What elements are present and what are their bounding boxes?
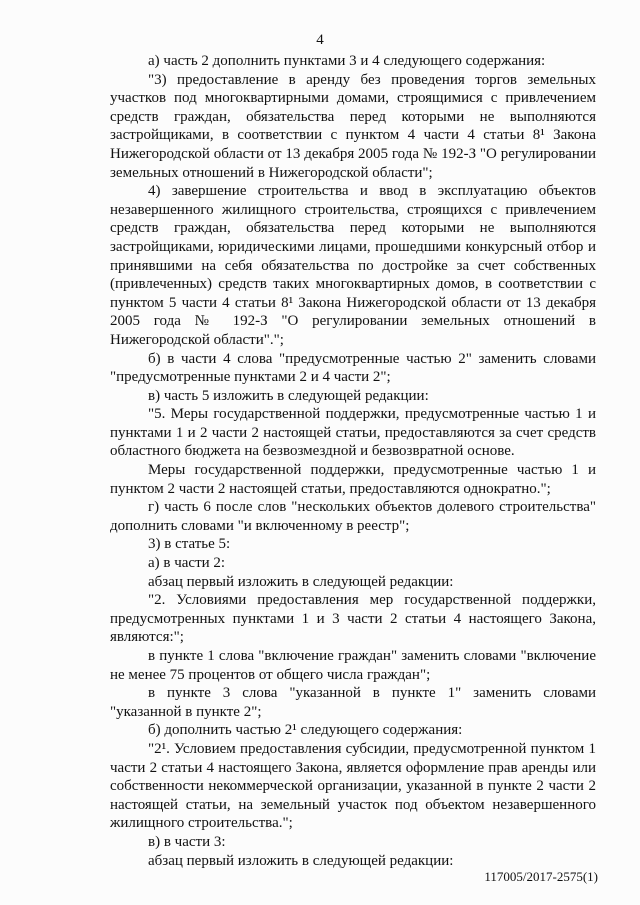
- page-number: 4: [316, 32, 324, 48]
- document-body: [110, 52, 596, 870]
- paragraph: а) в части 2:: [148, 555, 226, 572]
- paragraph: в) в части 3:: [148, 833, 226, 850]
- paragraph: 3) в статье 5:: [148, 536, 231, 553]
- paragraph: б) дополнить частью 2¹ следующего содержания:: [148, 722, 463, 739]
- paragraph: в пункте 1 слова "включение граждан" заменить словами "включение не менее 75 процентов от общего числа граждан";: [110, 648, 596, 683]
- paragraph: 4) завершение строительства и ввод в эксплуатацию объектов незавершенного жилищного строительства, строящихся с привлечением средств граждан, обязательства перед которыми не выполняются застройщиками, юридическими лицами, прошедшими конкурсный отбор и принявшими на себя обязательства по достройке за счет собственных (привлеченных) средств таких многоквартирных домов, в соответствии с пунктом 5 части 4 статьи 8¹ Закона Нижегородской области от 13 декабря 2005 года № 192-З "О регулировании земельных отношений в Нижегородской области".";: [110, 183, 596, 348]
- paragraph: б) в части 4 слова "предусмотренные частью 2" заменить словами "предусмотренные пунктами 2 и 4 части 2";: [110, 350, 596, 386]
- paragraph: а) часть 2 дополнить пунктами 3 и 4 следующего содержания:: [148, 53, 546, 69]
- document-code: 117005/2017-2575(1): [484, 869, 598, 884]
- paragraph: в) часть 5 изложить в следующей редакции:: [148, 387, 429, 404]
- paragraph: "3) предоставление в аренду без проведения торгов земельных участков под многоквартирными домами, строящимися с привлечением средств граждан, обязательства перед которыми не выполняются застройщиками, в соответствии с пунктом 4 части 4 статьи 8¹ Закона Нижегородской области от 13 декабря 2005 года № 192-З "О регулировании земельных отношений в Нижегородской области";: [110, 71, 596, 181]
- paragraph: Меры государственной поддержки, предусмотренные частью 1 и пунктом 2 части 2 настоящей статьи, предоставляются однократно.";: [110, 462, 596, 497]
- paragraph: в пункте 3 слова "указанной в пункте 1" заменить словами "указанной в пункте 2";: [110, 685, 596, 720]
- paragraph: абзац первый изложить в следующей редакции:: [148, 573, 454, 590]
- paragraph: абзац первый изложить в следующей редакции:: [148, 852, 454, 869]
- paragraph: г) часть 6 после слов "нескольких объектов долевого строительства" дополнить словами "и включенному в реестр";: [110, 499, 596, 534]
- paragraph: "2. Условиями предоставления мер государственной поддержки, предусмотренных пунктами 1 и 3 части 2 статьи 4 настоящего Закона, являются:";: [110, 592, 596, 646]
- paragraph: "5. Меры государственной поддержки, предусмотренные частью 1 и пунктами 1 и 2 части 2 настоящей статьи, предоставляются за счет средств областного бюджета на безвозмездной и безвозвратной основе.: [110, 406, 596, 460]
- paragraph: "2¹. Условием предоставления субсидии, предусмотренной пунктом 1 части 2 статьи 4 настоящего Закона, является оформление прав аренды или собственности некоммерческой организации, указанной в пункте 2 части 2 настоящей статьи, на земельный участок под объектом незавершенного жилищного строительства.";: [110, 740, 596, 832]
